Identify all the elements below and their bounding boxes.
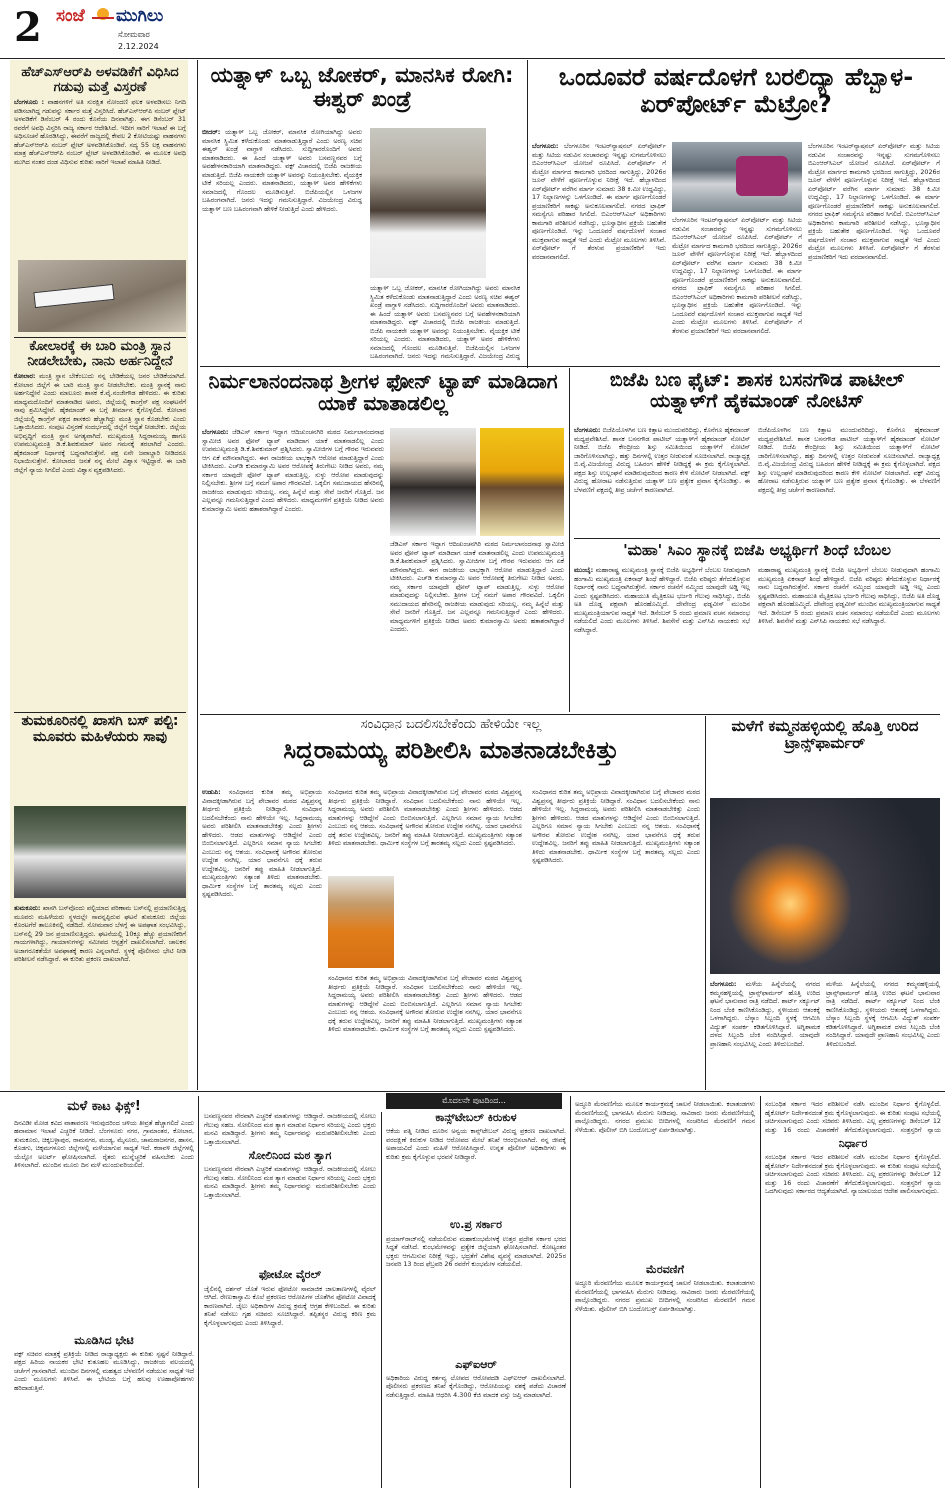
transformer-fire-photo [710,798,940,974]
body-text: ಜೆಡಿಎಸ್ ಸರ್ಕಾರ ಇದ್ದಾಗ ಆದಿಚುಂಚನಗಿರಿ ಮಠದ ನಿರ್ಮಲಾನಂದನಾಥ ಸ್ವಾಮೀಜಿ ಅವರ ಫೋನ್ ಟ್ಯಾಪ್ ಮಾಡಿದಾಗ ಯಾಕೆ ಮಾತನಾಡಲಿಲ್ಲ ಎಂದು ಉಪಮುಖ್ಯಮಂತ್ರಿ ಡಿ.ಕೆ.ಶಿವಕುಮಾರ್ ಪ್ರಶ್ನಿಸಿದರು. ಸ್ವಾಮೀಜಿಗಳ ಬಗ್ಗೆ ಗೌರವ ಇರುವವರು ಆಗ ಏಕೆ ಮೌನವಾಗಿದ್ದರು. ಈಗ ರಾಜಕೀಯ ಲಾಭಕ್ಕಾಗಿ ಆರೋಪ ಮಾಡುತ್ತಿದ್ದಾರೆ ಎಂದು ಟೀಕಿಸಿದರು. ಎಚ್‌ಡಿ ಕುಮಾರಸ್ವಾಮಿ ಅವರ ಆರೋಪಕ್ಕೆ ತಿರುಗೇಟು ನೀಡಿದ ಅವರು, ನಮ್ಮ ಸರ್ಕಾರ ಯಾವುದೇ ಫೋನ್ ಟ್ಯಾಪ್ ಮಾಡುತ್ತಿಲ್ಲ. ಸುಳ್ಳು ಆರೋಪ ಮಾಡುವುದನ್ನು ನಿಲ್ಲಿಸಬೇಕು. ಶ್ರೀಗಳ ಬಗ್ಗೆ ನಮಗೆ ಅಪಾರ ಗೌರವವಿದೆ. ಒಕ್ಕಲಿಗ ಸಮುದಾಯದ ಹೆಸರಿನಲ್ಲಿ ರಾಜಕೀಯ ಮಾಡುವುದು ಸರಿಯಲ್ಲ. ನಮ್ಮ ಹಿನ್ನೆಲೆ ಮತ್ತು ಸೇವೆ ಜನರಿಗೆ ಗೊತ್ತಿದೆ. ಜನ ಎಲ್ಲವನ್ನೂ ಗಮನಿಸುತ್ತಿದ್ದಾರೆ ಎಂದು ಹೇಳಿದರು. ಮಾಧ್ಯಮಗಳಿಗೆ ಪ್ರತಿಕ್ರಿಯೆ ನೀಡಿದ ಅವರು ಕುಮಾರಸ್ವಾಮಿ ಅವರು ಹತಾಶರಾಗಿದ್ದಾರೆ ಎಂದರು. [202,428,384,513]
article-metro [532,64,940,364]
article-body [14,98,186,250]
cont-march [575,1100,755,1486]
sun-moon-logo-icon [90,4,116,22]
body-text: ಯತ್ನಾಳ್ ಒಬ್ಬ ಜೋಕರ್, ಮಾನಸಿಕ ರೋಗಿಯಾಗಿದ್ದು ಅವರು ಮಾನಸಿಕ ಸ್ಥಿಮಿತ ಕಳೆದುಕೊಂಡು ಮಾತನಾಡುತ್ತಿದ್ದಾರೆ ಎಂದು ಅರಣ್ಯ ಸಚಿವ ಈಶ್ವರ್ ಖಂಡ್ರೆ ವಾಗ್ದಾಳಿ ನಡೆಸಿದರು. ಸುದ್ದಿಗಾರರೊಂದಿಗೆ ಅವರು ಮಾತನಾಡಿದರು. ಈ ಹಿಂದೆ ಯತ್ನಾಳ್ ಅವರು ಬಸವಣ್ಣನವರ ಬಗ್ಗೆ ಅವಹೇಳನಕಾರಿಯಾಗಿ ಮಾತನಾಡಿದ್ದರು. ವಕ್ಫ್ ವಿಚಾರದಲ್ಲಿ ಬಿಜೆಪಿ ರಾಜಕೀಯ ಮಾಡುತ್ತಿದೆ. ಬಿಜೆಪಿ ನಾಯಕರೇ ಯತ್ನಾಳ್ ಅವರನ್ನು ನಿಯಂತ್ರಿಸಬೇಕು. ವೈಯಕ್ತಿಕ ಟೀಕೆ ಸರಿಯಲ್ಲ ಎಂದರು. ಮಾತನಾಡಿದರು, ಯತ್ನಾಳ್ ಅವರ ಹೇಳಿಕೆಗಳು ಸಮಾಜದಲ್ಲಿ ಗೊಂದಲ ಮೂಡಿಸುತ್ತಿವೆ. ಬಿಜೆಪಿಯಲ್ಲಿನ ಒಳಜಗಳ ಬಹಿರಂಗವಾಗಿದೆ. ಜನರು ಇದನ್ನು ಗಮನಿಸುತ್ತಿದ್ದಾರೆ. ವಿಜಯೇಂದ್ರ ವಿರುದ್ಧ ಯತ್ನಾಳ್ ಬಣ ಬಹಿರಂಗವಾಗಿ ಹೇಳಿಕೆ ನೀಡುತ್ತಿದೆ ಎಂದು ಹೇಳಿದರು. [202,128,362,213]
dk-shivakumar-photo [390,428,476,536]
section-body: ಅದ್ಧೂರಿ ಮೆರವಣಿಗೆಯ ಮೂಲಕ ಕಾರ್ಯಕ್ರಮಕ್ಕೆ ಚಾಲನೆ ನೀಡಲಾಯಿತು. ಕಲಾತಂಡಗಳು ಮೆರವಣಿಗೆಯಲ್ಲಿ ಭಾಗವಹಿಸಿ ಮೆರುಗು ನೀಡಿದವು. ಸಾವಿರಾರು ಜನರು ಮೆರವಣಿಗೆಯಲ್ಲಿ ಪಾಲ್ಗೊಂಡಿದ್ದರು. ನಗರದ ಪ್ರಮುಖ ಬೀದಿಗಳಲ್ಲಿ ಸಂಚರಿಸಿದ ಮೆರವಣಿಗೆ ಗಮನ ಸೆಳೆಯಿತು. ಪೊಲೀಸ್ ಬಿಗಿ ಬಂದೋಬಸ್ತ್ ಏರ್ಪಡಿಸಲಾಗಿತ್ತು. [575,1100,755,1134]
dateline: ಬೀದರ್: [202,128,221,136]
article-body [532,142,666,360]
dateline: ಉಡುಪಿ: [202,788,221,796]
headline: ಒಂದೂವರೆ ವರ್ಷದೊಳಗೆ ಬರಲಿದ್ಯಾ ಹೆಬ್ಬಾಳ-ಏರ್‌ಪೋರ್ಟ್ ಮೆಟ್ರೋ? [558,64,914,118]
section-title: ಕಾನ್ಸ್‌ಟೇಬಲ್ ಕಿರುಕುಳ [435,1112,517,1124]
article-siddaramaiah [202,718,700,1090]
body-text: ಮಂತ್ರಿ ಸ್ಥಾನ ಬೇಕೆಂಬುದು ನನ್ನ ಬೇಡಿಕೆಯಲ್ಲ ಜನರ ಬೇಡಿಕೆಯಾಗಿದೆ. ಕೋಲಾರ ಜಿಲ್ಲೆಗೆ ಈ ಬಾರಿ ಮಂತ್ರಿ ಸ್ಥಾನ ನೀಡಲೇಬೇಕು. ಮಂತ್ರಿ ಸ್ಥಾನಕ್ಕೆ ನಾನು ಅರ್ಹನಿದ್ದೇನೆ ಎಂದು ಮಾಲೂರು ಶಾಸಕ ಕೆ.ವೈ.ನಂಜೇಗೌಡ ಹೇಳಿದರು. ಈ ಕುರಿತು ಮಾಧ್ಯಮದೊಂದಿಗೆ ಮಾತನಾಡಿದ ಅವರು, ಜಿಲ್ಲೆಯಲ್ಲಿ ಕಾಂಗ್ರೆಸ್ ಪಕ್ಷ ಸಂಘಟನೆಗೆ ನಾವು ಶ್ರಮಿಸಿದ್ದೇವೆ. ಹೈಕಮಾಂಡ್ ಈ ಬಗ್ಗೆ ತೀರ್ಮಾನ ಕೈಗೊಳ್ಳಲಿದೆ. ಕೋಲಾರ ಜಿಲ್ಲೆಯಲ್ಲಿ ಕಾಂಗ್ರೆಸ್ ಪಕ್ಷದ ಶಾಸಕರು ಹೆಚ್ಚಾಗಿದ್ದು ಮಂತ್ರಿ ಸ್ಥಾನ ಕೊಡಬೇಕು ಎಂದು ಒತ್ತಾಯಿಸಿದರು. ಸಂಪುಟ ವಿಸ್ತರಣೆ ಸಂದರ್ಭದಲ್ಲಿ ಜಿಲ್ಲೆಗೆ ಆದ್ಯತೆ ನೀಡಬೇಕು. ಜಿಲ್ಲೆಯ ಅಭಿವೃದ್ಧಿಗೆ ಮಂತ್ರಿ ಸ್ಥಾನ ಅಗತ್ಯವಾಗಿದೆ. ಮುಖ್ಯಮಂತ್ರಿ ಸಿದ್ದರಾಮಯ್ಯ ಹಾಗೂ ಉಪಮುಖ್ಯಮಂತ್ರಿ ಡಿ.ಕೆ.ಶಿವಕುಮಾರ್ ಅವರ ಗಮನಕ್ಕೆ ತರಲಾಗಿದೆ ಎಂದರು. ಹೈಕಮಾಂಡ್ ನಿರ್ಧಾರಕ್ಕೆ ಬದ್ಧನಾಗಿರುತ್ತೇನೆ. ಪಕ್ಷ ಏನೇ ಜವಾಬ್ದಾರಿ ನೀಡಿದರೂ ನಿಭಾಯಿಸುತ್ತೇನೆ. ಕೋಲಾರದ ಜನತೆ ನನ್ನ ಮೇಲೆ ವಿಶ್ವಾಸ ಇಟ್ಟಿದ್ದಾರೆ. ಈ ಬಾರಿ ಜಿಲ್ಲೆಗೆ ನ್ಯಾಯ ಸಿಗಲಿದೆ ಎಂದು ವಿಶ್ವಾಸ ವ್ಯಕ್ತಪಡಿಸಿದರು. [14,372,186,474]
headline: ಮಳೆಗೆ ಕಮ್ಮನಹಳ್ಳಿಯಲ್ಲಿ ಹೊತ್ತಿ ಉರಿದ ಟ್ರಾನ್ಸ್‌ಫಾರ್ಮರ್ [731,718,919,752]
headline: ಹೆಚ್‌ಎಸ್‌ಆರ್‌ಪಿ ಅಳವಡಿಕೆಗೆ ವಿಧಿಸಿದ ಗಡುವು ಮತ್ತೆ ವಿಸ್ತರಣೆ [21,66,179,95]
article-body-col3: ಸಂವಿಧಾನದ ಕುರಿತ ತಮ್ಮ ಅಭಿಪ್ರಾಯ ವಿವಾದಕ್ಕೀಡಾಗಿರುವ ಬಗ್ಗೆ ಪೇಜಾವರ ಮಠದ ವಿಶ್ವಪ್ರಸನ್ನ ತೀರ್ಥರು ಪ್ರತಿಕ್ರಿಯೆ ನೀಡಿದ್ದಾರೆ. ಸಂವಿಧಾನ ಬದಲಿಸಬೇಕೆಂದು ನಾನು ಹೇಳಿಯೇ ಇಲ್ಲ. ಸಿದ್ದರಾಮಯ್ಯ ಅವರು ಪರಿಶೀಲಿಸಿ ಮಾತನಾಡಬೇಕಿತ್ತು ಎಂದು ಶ್ರೀಗಳು ಹೇಳಿದರು. ಆಡದ ಮಾತುಗಳನ್ನು ಆಡಿದ್ದೇನೆ ಎಂದು ಬಿಂಬಿಸಲಾಗುತ್ತಿದೆ. ಎಲ್ಲರಿಗೂ ಸಮಾನ ನ್ಯಾಯ ಸಿಗಬೇಕು ಎಂಬುದು ನನ್ನ ಆಶಯ. ಸಂವಿಧಾನಕ್ಕೆ ಅಗೌರವ ತೋರುವ ಉದ್ದೇಶ ನನಗಿಲ್ಲ. ಯಾರ ಭಾವನೆಗೂ ಧಕ್ಕೆ ತರುವ ಉದ್ದೇಶವಿಲ್ಲ. ಜನರಿಗೆ ತಪ್ಪು ಮಾಹಿತಿ ನೀಡಲಾಗುತ್ತಿದೆ. ಮುಖ್ಯಮಂತ್ರಿಗಳು ಸತ್ಯಾಂಶ ತಿಳಿದು ಮಾತನಾಡಬೇಕು. ಧಾರ್ಮಿಕ ಸಂಸ್ಥೆಗಳ ಬಗ್ಗೆ ತಾರತಮ್ಯ ಸಲ್ಲದು ಎಂದು ಸ್ಪಷ್ಟಪಡಿಸಿದರು. [328,974,522,1033]
article-body-col2: ಬಿಜೆಪಿಯೊಳಗಿನ ಬಣ ಕಿತ್ತಾಟ ಮುಂದುವರಿದಿದ್ದು, ಕೊನೆಗೂ ಹೈಕಮಾಂಡ್ ಮಧ್ಯಪ್ರವೇಶಿಸಿದೆ. ಶಾಸಕ ಬಸನಗೌಡ ಪಾಟೀಲ್ ಯತ್ನಾಳ್‌ಗೆ ಹೈಕಮಾಂಡ್ ನೋಟಿಸ್ ನೀಡಿದೆ. ಬಿಜೆಪಿ ಕೇಂದ್ರೀಯ ಶಿಸ್ತು ಸಮಿತಿಯಿಂದ ಯತ್ನಾಳ್‌ಗೆ ನೋಟಿಸ್ ಜಾರಿಗೊಳಿಸಲಾಗಿದ್ದು, ಹತ್ತು ದಿನಗಳಲ್ಲಿ ಉತ್ತರ ನೀಡುವಂತೆ ಸೂಚಿಸಲಾಗಿದೆ. ರಾಜ್ಯಾಧ್ಯಕ್ಷ ಬಿ.ವೈ.ವಿಜಯೇಂದ್ರ ವಿರುದ್ಧ ಬಹಿರಂಗ ಹೇಳಿಕೆ ನೀಡಿದ್ದಕ್ಕೆ ಈ ಕ್ರಮ ಕೈಗೊಳ್ಳಲಾಗಿದೆ. ಪಕ್ಷದ ಶಿಸ್ತು ಉಲ್ಲಂಘನೆ ಮಾಡಿರುವುದರಿಂದ ಕಾರಣ ಕೇಳಿ ನೋಟಿಸ್ ನೀಡಲಾಗಿದೆ. ವಕ್ಫ್ ವಿರುದ್ಧ ಹೋರಾಟ ನಡೆಸುತ್ತಿರುವ ಯತ್ನಾಳ್ ಬಣ ಪ್ರತ್ಯೇಕ ಪ್ರವಾಸ ಕೈಗೊಂಡಿತ್ತು. ಈ ಬೆಳವಣಿಗೆ ಪಕ್ಷದಲ್ಲಿ ತೀವ್ರ ಚರ್ಚೆಗೆ ಕಾರಣವಾಗಿದೆ. [758,426,940,494]
article-body-col2: ಮಹಾರಾಷ್ಟ್ರ ಮುಖ್ಯಮಂತ್ರಿ ಸ್ಥಾನಕ್ಕೆ ಬಿಜೆಪಿ ಅಭ್ಯರ್ಥಿಗೆ ಬೆಂಬಲ ನೀಡುವುದಾಗಿ ಹಂಗಾಮಿ ಮುಖ್ಯಮಂತ್ರಿ ಏಕನಾಥ್ ಶಿಂಧೆ ಹೇಳಿದ್ದಾರೆ. ಬಿಜೆಪಿ ವರಿಷ್ಠರು ತೆಗೆದುಕೊಳ್ಳುವ ನಿರ್ಧಾರಕ್ಕೆ ನಾನು ಬದ್ಧನಾಗಿರುತ್ತೇನೆ. ಸರ್ಕಾರ ರಚನೆಗೆ ನಮ್ಮಿಂದ ಯಾವುದೇ ಅಡ್ಡಿ ಇಲ್ಲ ಎಂದು ಸ್ಪಷ್ಟಪಡಿಸಿದರು. ಮಹಾಯುತಿ ಮೈತ್ರಿಕೂಟ ಭರ್ಜರಿ ಗೆಲುವು ಸಾಧಿಸಿದ್ದು, ಬಿಜೆಪಿ ಅತಿ ದೊಡ್ಡ ಪಕ್ಷವಾಗಿ ಹೊರಹೊಮ್ಮಿದೆ. ದೇವೇಂದ್ರ ಫಡ್ನವೀಸ್ ಮುಂದಿನ ಮುಖ್ಯಮಂತ್ರಿಯಾಗುವ ಸಾಧ್ಯತೆ ಇದೆ. ಡಿಸೆಂಬರ್ 5 ರಂದು ಪ್ರಮಾಣ ವಚನ ಸಮಾರಂಭ ನಡೆಯಲಿದೆ ಎಂದು ಮೂಲಗಳು ತಿಳಿಸಿವೆ. ಶಿವಸೇನೆ ಮತ್ತು ಎನ್‌ಸಿಪಿ ನಾಯಕರು ಸಭೆ ನಡೆಸಿದ್ದಾರೆ. [758,566,940,625]
section-body: ಸಂಬಂಧಿತ ಸರ್ಕಾರ ಇದರ ಪರಿಶೀಲನೆ ನಡೆಸಿ ಮುಂದಿನ ನಿರ್ಧಾರ ಕೈಗೊಳ್ಳಲಿದೆ. ಹೈಕೋರ್ಟ್ ನಿರ್ದೇಶನದಂತೆ ಕ್ರಮ ಕೈಗೊಳ್ಳಲಾಗುವುದು. ಈ ಕುರಿತು ಸಂಪುಟ ಸಭೆಯಲ್ಲಿ ಚರ್ಚಿಸಲಾಗುವುದು ಎಂದು ಸಚಿವರು ತಿಳಿಸಿದರು. ಎಲ್ಲ ಪ್ರಕರಣಗಳನ್ನು ಡಿಸೆಂಬರ್ 12 ಮತ್ತು 16 ರಂದು ವಿಚಾರಣೆಗೆ ತೆಗೆದುಕೊಳ್ಳಲಾಗುವುದು. ಸಂತ್ರಸ್ತರಿಗೆ ನ್ಯಾಯ [765,1100,941,1134]
paper-name-mugilu: ಮುಗಿಲು [116,6,164,26]
body-text: ಬೆಂಗಳೂರಿನ ಇಂಟರ್‌ನ್ಯಾಷನಲ್ ಏರ್‌ಪೋರ್ಟ್ ಮತ್ತು ಸಿಟಿಯ ನಡುವಿನ ಸಂಚಾರವನ್ನು ಇನ್ನಷ್ಟು ಸುಗಮಗೊಳಿಸಲು ಬಿಎಂಆರ್‌ಸಿಎಲ್ ಯೋಜನೆ ರೂಪಿಸಿದೆ. ಏರ್‌ಪೋರ್ಟ್ ಗೆ ಮೆಟ್ರೋ ಮಾರ್ಗದ ಕಾಮಗಾರಿ ಭರದಿಂದ ಸಾಗುತ್ತಿದ್ದು, 2026ರ ಜೂನ್ ವೇಳೆಗೆ ಪೂರ್ಣಗೊಳ್ಳುವ ನಿರೀಕ್ಷೆ ಇದೆ. ಹೆಬ್ಬಾಳದಿಂದ ಏರ್‌ಪೋರ್ಟ್ ವರೆಗಿನ ಮಾರ್ಗ ಸುಮಾರು 38 ಕಿ.ಮೀ ಉದ್ದವಿದ್ದು, 17 ನಿಲ್ದಾಣಗಳನ್ನು ಒಳಗೊಂಡಿದೆ. ಈ ಮಾರ್ಗ ಪೂರ್ಣಗೊಂಡರೆ ಪ್ರಯಾಣಿಕರಿಗೆ ಸಾಕಷ್ಟು ಅನುಕೂಲವಾಗಲಿದೆ. ನಗರದ ಟ್ರಾಫಿಕ್ ಸಮಸ್ಯೆಗೂ ಪರಿಹಾರ ಸಿಗಲಿದೆ. ಬಿಎಂಆರ್‌ಸಿಎಲ್ ಅಧಿಕಾರಿಗಳು ಕಾಮಗಾರಿ ಪರಿಶೀಲನೆ ನಡೆಸಿದ್ದು, ಭೂಸ್ವಾಧೀನ ಪ್ರಕ್ರಿಯೆ ಬಹುತೇಕ ಪೂರ್ಣಗೊಂಡಿದೆ. ಇನ್ನು ಒಂದೂವರೆ ವರ್ಷದೊಳಗೆ ಸಂಚಾರ ಮುಕ್ತವಾಗುವ ಸಾಧ್ಯತೆ ಇದೆ ಎಂದು ಮೆಟ್ರೋ ಮೂಲಗಳು ತಿಳಿಸಿವೆ. ಏರ್‌ಪೋರ್ಟ್ ಗೆ ತೆರಳುವ ಪ್ರಯಾಣಿಕರಿಗೆ ಇದು ವರದಾನವಾಗಲಿದೆ. [532,142,666,261]
article-transformer-fire [710,718,940,1090]
article-body-continued: ಯತ್ನಾಳ್ ಒಬ್ಬ ಜೋಕರ್, ಮಾನಸಿಕ ರೋಗಿಯಾಗಿದ್ದು ಅವರು ಮಾನಸಿಕ ಸ್ಥಿಮಿತ ಕಳೆದುಕೊಂಡು ಮಾತನಾಡುತ್ತಿದ್ದಾರೆ ಎಂದು ಅರಣ್ಯ ಸಚಿವ ಈಶ್ವರ್ ಖಂಡ್ರೆ ವಾಗ್ದಾಳಿ ನಡೆಸಿದರು. ಸುದ್ದಿಗಾರರೊಂದಿಗೆ ಅವರು ಮಾತನಾಡಿದರು. ಈ ಹಿಂದೆ ಯತ್ನಾಳ್ ಅವರು ಬಸವಣ್ಣನವರ ಬಗ್ಗೆ ಅವಹೇಳನಕಾರಿಯಾಗಿ ಮಾತನಾಡಿದ್ದರು. ವಕ್ಫ್ ವಿಚಾರದಲ್ಲಿ ಬಿಜೆಪಿ ರಾಜಕೀಯ ಮಾಡುತ್ತಿದೆ. ಬಿಜೆಪಿ ನಾಯಕರೇ ಯತ್ನಾಳ್ ಅವರನ್ನು ನಿಯಂತ್ರಿಸಬೇಕು. ವೈಯಕ್ತಿಕ ಟೀಕೆ ಸರಿಯಲ್ಲ ಎಂದರು. ಮಾತನಾಡಿದರು, ಯತ್ನಾಳ್ ಅವರ ಹೇಳಿಕೆಗಳು ಸಮಾಜದಲ್ಲಿ ಗೊಂದಲ ಮೂಡಿಸುತ್ತಿವೆ. ಬಿಜೆಪಿಯಲ್ಲಿನ ಒಳಜಗಳ ಬಹಿರಂಗವಾಗಿದೆ. ಜನರು ಇದನ್ನು ಗಮನಿಸುತ್ತಿದ್ದಾರೆ. ವಿಜಯೇಂದ್ರ ವಿರುದ್ಧ [370,284,520,360]
dateline: ಬೆಂಗಳೂರು: [574,426,601,434]
section-title: ಮಳೆ ಕಾಟ ಫಿಕ್ಸ್! [67,1100,141,1114]
article-body-col2: ಜೆಡಿಎಸ್ ಸರ್ಕಾರ ಇದ್ದಾಗ ಆದಿಚುಂಚನಗಿರಿ ಮಠದ ನಿರ್ಮಲಾನಂದನಾಥ ಸ್ವಾಮೀಜಿ ಅವರ ಫೋನ್ ಟ್ಯಾಪ್ ಮಾಡಿದಾಗ ಯಾಕೆ ಮಾತನಾಡಲಿಲ್ಲ ಎಂದು ಉಪಮುಖ್ಯಮಂತ್ರಿ ಡಿ.ಕೆ.ಶಿವಕುಮಾರ್ ಪ್ರಶ್ನಿಸಿದರು. ಸ್ವಾಮೀಜಿಗಳ ಬಗ್ಗೆ ಗೌರವ ಇರುವವರು ಆಗ ಏಕೆ ಮೌನವಾಗಿದ್ದರು. ಈಗ ರಾಜಕೀಯ ಲಾಭಕ್ಕಾಗಿ ಆರೋಪ ಮಾಡುತ್ತಿದ್ದಾರೆ ಎಂದು ಟೀಕಿಸಿದರು. ಎಚ್‌ಡಿ ಕುಮಾರಸ್ವಾಮಿ ಅವರ ಆರೋಪಕ್ಕೆ ತಿರುಗೇಟು ನೀಡಿದ ಅವರು, ನಮ್ಮ ಸರ್ಕಾರ ಯಾವುದೇ ಫೋನ್ ಟ್ಯಾಪ್ ಮಾಡುತ್ತಿಲ್ಲ. ಸುಳ್ಳು ಆರೋಪ ಮಾಡುವುದನ್ನು ನಿಲ್ಲಿಸಬೇಕು. ಶ್ರೀಗಳ ಬಗ್ಗೆ ನಮಗೆ ಅಪಾರ ಗೌರವವಿದೆ. ಒಕ್ಕಲಿಗ ಸಮುದಾಯದ ಹೆಸರಿನಲ್ಲಿ ರಾಜಕೀಯ ಮಾಡುವುದು ಸರಿಯಲ್ಲ. ನಮ್ಮ ಹಿನ್ನೆಲೆ ಮತ್ತು ಸೇವೆ ಜನರಿಗೆ ಗೊತ್ತಿದೆ. ಜನ ಎಲ್ಲವನ್ನೂ ಗಮನಿಸುತ್ತಿದ್ದಾರೆ ಎಂದು ಹೇಳಿದರು. ಮಾಧ್ಯಮಗಳಿಗೆ ಪ್ರತಿಕ್ರಿಯೆ ನೀಡಿದ ಅವರು ಕುಮಾರಸ್ವಾಮಿ ಅವರು ಹತಾಶರಾಗಿದ್ದಾರೆ ಎಂದರು. [390,540,564,633]
dateline: ಕೋಲಾರ: [14,372,36,381]
section-body: ಅದ್ಧೂರಿ ಮೆರವಣಿಗೆಯ ಮೂಲಕ ಕಾರ್ಯಕ್ರಮಕ್ಕೆ ಚಾಲನೆ ನೀಡಲಾಯಿತು. ಕಲಾತಂಡಗಳು ಮೆರವಣಿಗೆಯಲ್ಲಿ ಭಾಗವಹಿಸಿ ಮೆರುಗು ನೀಡಿದವು. ಸಾವಿರಾರು ಜನರು ಮೆರವಣಿಗೆಯಲ್ಲಿ ಪಾಲ್ಗೊಂಡಿದ್ದರು. ನಗರದ ಪ್ರಮುಖ ಬೀದಿಗಳಲ್ಲಿ ಸಂಚರಿಸಿದ ಮೆರವಣಿಗೆ ಗಮನ ಸೆಳೆಯಿತು. ಪೊಲೀಸ್ ಬಿಗಿ ಬಂದೋಬಸ್ತ್ ಏರ್ಪಡಿಸಲಾಗಿತ್ತು. [575,1279,755,1313]
section-title: ಮೂಡಿಸಿದ ಭೇಟಿ [74,1333,134,1347]
body-text: ಖಾಸಗಿ ಬಸ್‌ವೊಂದು ಪಲ್ಟಿಯಾದ ಪರಿಣಾಮ ಬಸ್‌ನಲ್ಲಿ ಪ್ರಯಾಣಿಸುತ್ತಿದ್ದ ಮೂವರು ಮಹಿಳೆಯರು ಸ್ಥಳದಲ್ಲೇ ಸಾವನ್ನಪ್ಪಿರುವ ಘಟನೆ ತುಮಕೂರು ಜಿಲ್ಲೆಯ ಕೊರಟಗೆರೆ ತಾಲೂಕಿನಲ್ಲಿ ನಡೆದಿದೆ. ಸೋಮವಾರ ಬೆಳಗ್ಗೆ ಈ ಅಪಘಾತ ಸಂಭವಿಸಿದ್ದು, ಬಸ್‌ನಲ್ಲಿ 29 ಜನ ಪ್ರಯಾಣಿಸುತ್ತಿದ್ದರು. ಘಟನೆಯಲ್ಲಿ 10ಕ್ಕೂ ಹೆಚ್ಚು ಪ್ರಯಾಣಿಕರಿಗೆ ಗಾಯಗಳಾಗಿದ್ದು, ಗಾಯಾಳುಗಳನ್ನು ಸಮೀಪದ ಆಸ್ಪತ್ರೆಗೆ ದಾಖಲಿಸಲಾಗಿದೆ. ಚಾಲಕನ ಅಜಾಗರೂಕತೆಯೇ ಅಪಘಾತಕ್ಕೆ ಕಾರಣ ಎನ್ನಲಾಗಿದೆ. ಸ್ಥಳಕ್ಕೆ ಪೊಲೀಸರು ಭೇಟಿ ನೀಡಿ ಪರಿಶೀಲನೆ ನಡೆಸಿದ್ದಾರೆ. ಈ ಕುರಿತು ಪ್ರಕರಣ ದಾಖಲಾಗಿದೆ. [14,904,186,963]
article-bjp-notice [574,370,940,534]
section-body: ಜೈಲಿನಲ್ಲಿ ದರ್ಶನ್ ಜೊತೆ ಇರುವ ಫೋಟೋ ಸಾಮಾಜಿಕ ಜಾಲತಾಣಗಳಲ್ಲಿ ವೈರಲ್ ಆಗಿದೆ. ರೇಣುಕಾಸ್ವಾಮಿ ಕೊಲೆ ಪ್ರಕರಣದ ಆರೋಪಿಗಳ ಜೊತೆಗಿನ ಫೋಟೋ ವಿವಾದಕ್ಕೆ ಕಾರಣವಾಗಿದೆ. ಜೈಲು ಅಧಿಕಾರಿಗಳ ವಿರುದ್ಧ ಕ್ರಮಕ್ಕೆ ಆಗ್ರಹ ಕೇಳಿಬಂದಿದೆ. ಈ ಕುರಿತು ತನಿಖೆ ನಡೆಸಲು ಗೃಹ ಸಚಿವರು ಸೂಚಿಸಿದ್ದಾರೆ. ತಪ್ಪಿತಸ್ಥರ ವಿರುದ್ಧ ಕಠಿಣ ಕ್ರಮ ಕೈಗೊಳ್ಳಲಾಗುವುದು ಎಂದು ತಿಳಿಸಿದ್ದಾರೆ. [204,1284,376,1327]
cont-rain [14,1100,194,1486]
bus-accident-photo [14,806,186,898]
page-number: 2 [14,6,42,51]
cont-defeat-photo [204,1112,376,1486]
article-body-col2: ಸಂವಿಧಾನದ ಕುರಿತ ತಮ್ಮ ಅಭಿಪ್ರಾಯ ವಿವಾದಕ್ಕೀಡಾಗಿರುವ ಬಗ್ಗೆ ಪೇಜಾವರ ಮಠದ ವಿಶ್ವಪ್ರಸನ್ನ ತೀರ್ಥರು ಪ್ರತಿಕ್ರಿಯೆ ನೀಡಿದ್ದಾರೆ. ಸಂವಿಧಾನ ಬದಲಿಸಬೇಕೆಂದು ನಾನು ಹೇಳಿಯೇ ಇಲ್ಲ. ಸಿದ್ದರಾಮಯ್ಯ ಅವರು ಪರಿಶೀಲಿಸಿ ಮಾತನಾಡಬೇಕಿತ್ತು ಎಂದು ಶ್ರೀಗಳು ಹೇಳಿದರು. ಆಡದ ಮಾತುಗಳನ್ನು ಆಡಿದ್ದೇನೆ ಎಂದು ಬಿಂಬಿಸಲಾಗುತ್ತಿದೆ. ಎಲ್ಲರಿಗೂ ಸಮಾನ ನ್ಯಾಯ ಸಿಗಬೇಕು ಎಂಬುದು ನನ್ನ ಆಶಯ. ಸಂವಿಧಾನಕ್ಕೆ ಅಗೌರವ ತೋರುವ ಉದ್ದೇಶ ನನಗಿಲ್ಲ. ಯಾರ ಭಾವನೆಗೂ ಧಕ್ಕೆ ತರುವ ಉದ್ದೇಶವಿಲ್ಲ. ಜನರಿಗೆ ತಪ್ಪು ಮಾಹಿತಿ ನೀಡಲಾಗುತ್ತಿದೆ. ಮುಖ್ಯಮಂತ್ರಿಗಳು ಸತ್ಯಾಂಶ ತಿಳಿದು ಮಾತನಾಡಬೇಕು. ಧಾರ್ಮಿಕ ಸಂಸ್ಥೆಗಳ ಬಗ್ಗೆ ತಾರತಮ್ಯ ಸಲ್ಲದು ಎಂದು ಸ್ಪಷ್ಟಪಡಿಸಿದರು. [328,788,522,847]
section-body: ವಕ್ಫ್ ಸಚಿವರ ಮಾತ್ರಕ್ಕೆ ಪ್ರತಿಕ್ರಿಯೆ ನೀಡಿದ ರಾಜ್ಯಾಧ್ಯಕ್ಷರು ಈ ಕುರಿತು ಸ್ಪಷ್ಟನೆ ನೀಡಿದ್ದಾರೆ. ಪಕ್ಷದ ಹಿರಿಯ ನಾಯಕರ ಭೇಟಿ ಕುತೂಹಲ ಮೂಡಿಸಿದ್ದು, ರಾಜಕೀಯ ವಲಯದಲ್ಲಿ ಚರ್ಚೆಗೆ ಗ್ರಾಸವಾಗಿದೆ. ಮುಂದಿನ ದಿನಗಳಲ್ಲಿ ಮಹತ್ವದ ಬೆಳವಣಿಗೆ ನಡೆಯುವ ಸಾಧ್ಯತೆ ಇದೆ ಎಂದು ಮೂಲಗಳು ತಿಳಿಸಿವೆ. ಈ ಭೇಟಿಯ ಬಗ್ಗೆ ಹಲವು ಊಹಾಪೋಹಗಳು ಹರಿದಾಡುತ್ತಿವೆ. [14,1349,194,1392]
section-body: ದಿನವಿಡೀ ಮೋಡ ಕವಿದ ವಾತಾವರಣ ಇರುವುದರಿಂದ ಚಳಿಯ ತೀವ್ರತೆ ಹೆಚ್ಚಾಗಲಿದೆ ಎಂದು ಹವಾಮಾನ ಇಲಾಖೆ ಎಚ್ಚರಿಕೆ ನೀಡಿದೆ. ಬೆಂಗಳೂರು ನಗರ, ಗ್ರಾಮಾಂತರ, ಕೋಲಾರ, ತುಮಕೂರು, ಚಿಕ್ಕಬಳ್ಳಾಪುರ, ರಾಮನಗರ, ಮಂಡ್ಯ, ಮೈಸೂರು, ಚಾಮರಾಜನಗರ, ಹಾಸನ, ಕೊಡಗು, ಚಿಕ್ಕಮಗಳೂರು ಜಿಲ್ಲೆಗಳಲ್ಲಿ ಮಳೆಯಾಗುವ ಸಾಧ್ಯತೆ ಇದೆ. ಕರಾವಳಿ ಜಿಲ್ಲೆಗಳಲ್ಲಿ ಯೆಲ್ಲೋ ಅಲರ್ಟ್ ಘೋಷಿಸಲಾಗಿದೆ. ರೈತರು ಮುನ್ನೆಚ್ಚರಿಕೆ ವಹಿಸಬೇಕು ಎಂದು ತಿಳಿಸಲಾಗಿದೆ. ಮುಂದಿನ ಮೂರು ದಿನ ಮಳೆ ಮುಂದುವರಿಯಲಿದೆ. [14,1118,194,1170]
section-body: ಸಂಬಂಧಿತ ಸರ್ಕಾರ ಇದರ ಪರಿಶೀಲನೆ ನಡೆಸಿ ಮುಂದಿನ ನಿರ್ಧಾರ ಕೈಗೊಳ್ಳಲಿದೆ. ಹೈಕೋರ್ಟ್ ನಿರ್ದೇಶನದಂತೆ ಕ್ರಮ ಕೈಗೊಳ್ಳಲಾಗುವುದು. ಈ ಕುರಿತು ಸಂಪುಟ ಸಭೆಯಲ್ಲಿ ಚರ್ಚಿಸಲಾಗುವುದು ಎಂದು ಸಚಿವರು ತಿಳಿಸಿದರು. ಎಲ್ಲ ಪ್ರಕರಣಗಳನ್ನು ಡಿಸೆಂಬರ್ 12 ಮತ್ತು 16 ರಂದು ವಿಚಾರಣೆಗೆ ತೆಗೆದುಕೊಳ್ಳಲಾಗುವುದು. ಸಂತ್ರಸ್ತರಿಗೆ ನ್ಯಾಯ ಒದಗಿಸುವುದು ಸರ್ಕಾರದ ಆದ್ಯತೆಯಾಗಿದೆ. ನ್ಯಾಯಾಲಯದ ಆದೇಶ ಪಾಲಿಸಲಾಗುವುದು. [765,1153,941,1196]
eshwar-khandre-photo [370,128,486,278]
headline: 'ಮಹಾ' ಸಿಎಂ ಸ್ಥಾನಕ್ಕೆ ಬಿಜೆಪಿ ಅಭ್ಯರ್ಥಿಗೆ ಶಿಂಧೆ ಬೆಂಬಲ [623,542,891,559]
article-body [574,566,750,708]
article-body [14,904,186,1082]
body-text: ಮಳೆಯ ಹಿನ್ನೆಲೆಯಲ್ಲಿ ನಗರದ ಕಮ್ಮನಹಳ್ಳಿಯಲ್ಲಿ ಟ್ರಾನ್ಸ್‌ಫಾರ್ಮರ್ ಹೊತ್ತಿ ಉರಿದ ಘಟನೆ ಭಾನುವಾರ ರಾತ್ರಿ ನಡೆದಿದೆ. ಶಾರ್ಟ್ ಸರ್ಕ್ಯೂಟ್ ನಿಂದ ಬೆಂಕಿ ಕಾಣಿಸಿಕೊಂಡಿದ್ದು, ಸ್ಥಳೀಯರು ಆತಂಕಕ್ಕೆ ಒಳಗಾಗಿದ್ದರು. ಬೆಸ್ಕಾಂ ಸಿಬ್ಬಂದಿ ಸ್ಥಳಕ್ಕೆ ಆಗಮಿಸಿ ವಿದ್ಯುತ್ ಸಂಪರ್ಕ ಕಡಿತಗೊಳಿಸಿದ್ದಾರೆ. ಅಗ್ನಿಶಾಮಕ ದಳದ ಸಿಬ್ಬಂದಿ ಬೆಂಕಿ ನಂದಿಸಿದ್ದಾರೆ. ಯಾವುದೇ ಪ್ರಾಣಹಾನಿ ಸಂಭವಿಸಿಲ್ಲ ಎಂದು ತಿಳಿದುಬಂದಿದೆ. [710,980,820,1048]
section-body: ಪ್ರಯಾಗ್‌ರಾಜ್‌ನಲ್ಲಿ ನಡೆಯಲಿರುವ ಮಹಾಕುಂಭಮೇಳಕ್ಕೆ ಉತ್ತರ ಪ್ರದೇಶ ಸರ್ಕಾರ ಭರದ ಸಿದ್ಧತೆ ನಡೆಸಿದೆ. ಕುಂಭಮೇಳವನ್ನು ಪ್ರತ್ಯೇಕ ಜಿಲ್ಲೆಯಾಗಿ ಘೋಷಿಸಲಾಗಿದೆ. ಕೋಟ್ಯಂತರ ಭಕ್ತರು ಆಗಮಿಸುವ ನಿರೀಕ್ಷೆ ಇದ್ದು, ಭದ್ರತೆಗೆ ವಿಶೇಷ ವ್ಯವಸ್ಥೆ ಮಾಡಲಾಗಿದೆ. 2025ರ ಜನವರಿ 13 ರಿಂದ ಫೆಬ್ರವರಿ 26 ರವರೆಗೆ ಕುಂಭಮೇಳ ನಡೆಯಲಿದೆ. [386,1234,566,1269]
article-body-col2: ಬೆಂಗಳೂರಿನ ಇಂಟರ್‌ನ್ಯಾಷನಲ್ ಏರ್‌ಪೋರ್ಟ್ ಮತ್ತು ಸಿಟಿಯ ನಡುವಿನ ಸಂಚಾರವನ್ನು ಇನ್ನಷ್ಟು ಸುಗಮಗೊಳಿಸಲು ಬಿಎಂಆರ್‌ಸಿಎಲ್ ಯೋಜನೆ ರೂಪಿಸಿದೆ. ಏರ್‌ಪೋರ್ಟ್ ಗೆ ಮೆಟ್ರೋ ಮಾರ್ಗದ ಕಾಮಗಾರಿ ಭರದಿಂದ ಸಾಗುತ್ತಿದ್ದು, 2026ರ ಜೂನ್ ವೇಳೆಗೆ ಪೂರ್ಣಗೊಳ್ಳುವ ನಿರೀಕ್ಷೆ ಇದೆ. ಹೆಬ್ಬಾಳದಿಂದ ಏರ್‌ಪೋರ್ಟ್ ವರೆಗಿನ ಮಾರ್ಗ ಸುಮಾರು 38 ಕಿ.ಮೀ ಉದ್ದವಿದ್ದು, 17 ನಿಲ್ದಾಣಗಳನ್ನು ಒಳಗೊಂಡಿದೆ. ಈ ಮಾರ್ಗ ಪೂರ್ಣಗೊಂಡರೆ ಪ್ರಯಾಣಿಕರಿಗೆ ಸಾಕಷ್ಟು ಅನುಕೂಲವಾಗಲಿದೆ. ನಗರದ ಟ್ರಾಫಿಕ್ ಸಮಸ್ಯೆಗೂ ಪರಿಹಾರ ಸಿಗಲಿದೆ. ಬಿಎಂಆರ್‌ಸಿಎಲ್ ಅಧಿಕಾರಿಗಳು ಕಾಮಗಾರಿ ಪರಿಶೀಲನೆ ನಡೆಸಿದ್ದು, ಭೂಸ್ವಾಧೀನ ಪ್ರಕ್ರಿಯೆ ಬಹುತೇಕ ಪೂರ್ಣಗೊಂಡಿದೆ. ಇನ್ನು ಒಂದೂವರೆ ವರ್ಷದೊಳಗೆ ಸಂಚಾರ ಮುಕ್ತವಾಗುವ ಸಾಧ್ಯತೆ ಇದೆ ಎಂದು ಮೆಟ್ರೋ ಮೂಲಗಳು ತಿಳಿಸಿವೆ. ಏರ್‌ಪೋರ್ಟ್ ಗೆ ತೆರಳುವ ಪ್ರಯಾಣಿಕರಿಗೆ ಇದು ವರದಾನವಾಗಲಿದೆ. [672,216,802,335]
section-body: ಬಸವಣ್ಣನವರ ನೇರವಾಗಿ ಎಚ್ಚರಿಕೆ ಮಾತುಗಳನ್ನು ಆಡಿದ್ದಾರೆ. ರಾಜಕೀಯದಲ್ಲಿ ಸೋಲು ಗೆಲುವು ಸಹಜ. ಸೋಲಿನಿಂದ ಮಠ ತ್ಯಾಗ ಮಾಡುವ ನಿರ್ಧಾರ ಸರಿಯಲ್ಲ ಎಂದು ಭಕ್ತರು ಮನವಿ ಮಾಡಿದ್ದಾರೆ. ಶ್ರೀಗಳು ತಮ್ಮ ನಿರ್ಧಾರವನ್ನು ಮರುಪರಿಶೀಲಿಸಬೇಕು ಎಂದು ಒತ್ತಾಯಿಸಲಾಗಿದೆ. [204,1165,376,1199]
article-body [574,426,750,532]
article-body [202,428,384,706]
masthead [0,0,945,60]
kicker: ಸಂವಿಧಾನ ಬದಲಿಸಬೇಕೆಂದು ಹೇಳಿಯೇ ಇಲ್ಲ [360,718,542,732]
dateline: ಬೆಂಗಳೂರು : [14,98,45,107]
metro-train-photo [672,142,802,212]
section-body: ಆಕೆಯ ಪತ್ನಿ ನೀಡಿದ ದೂರಿನ ಅನ್ವಯ ಕಾನ್ಸ್‌ಟೇಬಲ್ ವಿರುದ್ಧ ಪ್ರಕರಣ ದಾಖಲಾಗಿದೆ. ವರದಕ್ಷಿಣೆ ಕಿರುಕುಳ ನೀಡಿದ ಆರೋಪದ ಮೇಲೆ ತನಿಖೆ ಆರಂಭಿಸಲಾಗಿದೆ. ನನ್ನ ಜೀವಕ್ಕೆ ಅಪಾಯವಿದೆ ಎಂದು ಮಹಿಳೆ ಆರೋಪಿಸಿದ್ದಾರೆ. ಉನ್ನತ ಪೊಲೀಸ್ ಅಧಿಕಾರಿಗಳು ಈ ಕುರಿತು ಕ್ರಮ ಕೈಗೊಳ್ಳುವ ಭರವಸೆ ನೀಡಿದ್ದಾರೆ. [386,1127,566,1161]
article-body-col4: ಸಂವಿಧಾನದ ಕುರಿತ ತಮ್ಮ ಅಭಿಪ್ರಾಯ ವಿವಾದಕ್ಕೀಡಾಗಿರುವ ಬಗ್ಗೆ ಪೇಜಾವರ ಮಠದ ವಿಶ್ವಪ್ರಸನ್ನ ತೀರ್ಥರು ಪ್ರತಿಕ್ರಿಯೆ ನೀಡಿದ್ದಾರೆ. ಸಂವಿಧಾನ ಬದಲಿಸಬೇಕೆಂದು ನಾನು ಹೇಳಿಯೇ ಇಲ್ಲ. ಸಿದ್ದರಾಮಯ್ಯ ಅವರು ಪರಿಶೀಲಿಸಿ ಮಾತನಾಡಬೇಕಿತ್ತು ಎಂದು ಶ್ರೀಗಳು ಹೇಳಿದರು. ಆಡದ ಮಾತುಗಳನ್ನು ಆಡಿದ್ದೇನೆ ಎಂದು ಬಿಂಬಿಸಲಾಗುತ್ತಿದೆ. ಎಲ್ಲರಿಗೂ ಸಮಾನ ನ್ಯಾಯ ಸಿಗಬೇಕು ಎಂಬುದು ನನ್ನ ಆಶಯ. ಸಂವಿಧಾನಕ್ಕೆ ಅಗೌರವ ತೋರುವ ಉದ್ದೇಶ ನನಗಿಲ್ಲ. ಯಾರ ಭಾವನೆಗೂ ಧಕ್ಕೆ ತರುವ ಉದ್ದೇಶವಿಲ್ಲ. ಜನರಿಗೆ ತಪ್ಪು ಮಾಹಿತಿ ನೀಡಲಾಗುತ್ತಿದೆ. ಮುಖ್ಯಮಂತ್ರಿಗಳು ಸತ್ಯಾಂಶ ತಿಳಿದು ಮಾತನಾಡಬೇಕು. ಧಾರ್ಮಿಕ ಸಂಸ್ಥೆಗಳ ಬಗ್ಗೆ ತಾರತಮ್ಯ ಸಲ್ಲದು ಎಂದು ಸ್ಪಷ್ಟಪಡಿಸಿದರು. [532,788,700,864]
headline: ಕೋಲಾರಕ್ಕೆ ಈ ಬಾರಿ ಮಂತ್ರಿ ಸ್ಥಾನ ನೀಡಲೇಬೇಕು, ನಾನು ಅರ್ಹನಿದ್ದೇನೆ [27,340,173,369]
dateline: ತುಮಕೂರು: [14,904,41,912]
weekday: ಸೋಮವಾರ [118,30,150,39]
politician-photo [480,428,564,536]
section-title: ಫೋಟೋ ವೈರಲ್ [258,1268,322,1282]
article-maha-cm [574,542,940,710]
number-plate-photo [18,260,186,332]
cont-decision [765,1100,941,1486]
article-body [202,128,362,358]
article-kolar [14,340,186,712]
section-title: ಸೋಲಿನಿಂದ ಮಠ ತ್ಯಾಗ [248,1149,332,1162]
body-text: ಮಹಾರಾಷ್ಟ್ರ ಮುಖ್ಯಮಂತ್ರಿ ಸ್ಥಾನಕ್ಕೆ ಬಿಜೆಪಿ ಅಭ್ಯರ್ಥಿಗೆ ಬೆಂಬಲ ನೀಡುವುದಾಗಿ ಹಂಗಾಮಿ ಮುಖ್ಯಮಂತ್ರಿ ಏಕನಾಥ್ ಶಿಂಧೆ ಹೇಳಿದ್ದಾರೆ. ಬಿಜೆಪಿ ವರಿಷ್ಠರು ತೆಗೆದುಕೊಳ್ಳುವ ನಿರ್ಧಾರಕ್ಕೆ ನಾನು ಬದ್ಧನಾಗಿರುತ್ತೇನೆ. ಸರ್ಕಾರ ರಚನೆಗೆ ನಮ್ಮಿಂದ ಯಾವುದೇ ಅಡ್ಡಿ ಇಲ್ಲ ಎಂದು ಸ್ಪಷ್ಟಪಡಿಸಿದರು. ಮಹಾಯುತಿ ಮೈತ್ರಿಕೂಟ ಭರ್ಜರಿ ಗೆಲುವು ಸಾಧಿಸಿದ್ದು, ಬಿಜೆಪಿ ಅತಿ ದೊಡ್ಡ ಪಕ್ಷವಾಗಿ ಹೊರಹೊಮ್ಮಿದೆ. ದೇವೇಂದ್ರ ಫಡ್ನವೀಸ್ ಮುಂದಿನ ಮುಖ್ಯಮಂತ್ರಿಯಾಗುವ ಸಾಧ್ಯತೆ ಇದೆ. ಡಿಸೆಂಬರ್ 5 ರಂದು ಪ್ರಮಾಣ ವಚನ ಸಮಾರಂಭ ನಡೆಯಲಿದೆ ಎಂದು ಮೂಲಗಳು ತಿಳಿಸಿವೆ. ಶಿವಸೇನೆ ಮತ್ತು ಎನ್‌ಸಿಪಿ ನಾಯಕರು ಸಭೆ ನಡೆಸಿದ್ದಾರೆ. [574,566,750,634]
cont-constable [386,1112,566,1486]
section-body: ಬಸವಣ್ಣನವರ ನೇರವಾಗಿ ಎಚ್ಚರಿಕೆ ಮಾತುಗಳನ್ನು ಆಡಿದ್ದಾರೆ. ರಾಜಕೀಯದಲ್ಲಿ ಸೋಲು ಗೆಲುವು ಸಹಜ. ಸೋಲಿನಿಂದ ಮಠ ತ್ಯಾಗ ಮಾಡುವ ನಿರ್ಧಾರ ಸರಿಯಲ್ಲ ಎಂದು ಭಕ್ತರು ಮನವಿ ಮಾಡಿದ್ದಾರೆ. ಶ್ರೀಗಳು ತಮ್ಮ ನಿರ್ಧಾರವನ್ನು ಮರುಪರಿಶೀಲಿಸಬೇಕು ಎಂದು ಒತ್ತಾಯಿಸಲಾಗಿದೆ. [204,1112,376,1146]
article-yatnal-joker [202,64,522,364]
article-hsrp [14,66,186,334]
body-text: ವಾಹನಗಳಿಗೆ ಅತಿ ಸುರಕ್ಷಿತ ನೋಂದಣಿ ಫಲಕ ಅಳವಡಿಸಲು ನಿಗದಿ ಪಡಿಸಲಾಗಿದ್ದ ಗಡುವನ್ನು ಸರ್ಕಾರ ಮತ್ತೆ ವಿಸ್ತರಿಸಿದೆ. ಹೆಚ್‌ಎಸ್‌ಆರ್‌ಪಿ ನಂಬರ್ ಪ್ಲೇಟ್ ಅಳವಡಿಕೆಗೆ ಡಿಸೆಂಬರ್ 4 ರಂದು ಕೊನೆಯ ದಿನವಾಗಿತ್ತು. ಈಗ ಡಿಸೆಂಬರ್ 31 ರವರೆಗೆ ಅವಧಿ ವಿಸ್ತರಿಸಿ ರಾಜ್ಯ ಸರ್ಕಾರ ಆದೇಶಿಸಿದೆ. ಇದೀಗ ಸಾರಿಗೆ ಇಲಾಖೆ ಈ ಬಗ್ಗೆ ಅಧಿಸೂಚನೆ ಹೊರಡಿಸಿದ್ದು, ಈವರೆಗೆ ರಾಜ್ಯದಲ್ಲಿ ಕೇವಲ 2 ಕೋಟಿಯಷ್ಟು ವಾಹನಗಳು ಹೆಚ್‌ಎಸ್‌ಆರ್‌ಪಿ ನಂಬರ್ ಪ್ಲೇಟ್ ಅಳವಡಿಸಿಕೊಂಡಿವೆ. ಸದ್ಯ 55 ಲಕ್ಷ ವಾಹನಗಳು ಮಾತ್ರ ಹೆಚ್‌ಎಸ್‌ಆರ್‌ಪಿ ನಂಬರ್ ಪ್ಲೇಟ್ ಅಳವಡಿಸಿಕೊಂಡಿವೆ. ಈ ಮೂಲಕ ಅವಧಿ ಮುಗಿದ ನಂತರ ದಂಡ ವಿಧಿಸುವ ಕುರಿತು ಸಾರಿಗೆ ಇಲಾಖೆ ಮಾಹಿತಿ ನೀಡಿದೆ. [14,98,186,166]
headline: ನಿರ್ಮಲಾನಂದನಾಥ ಶ್ರೀಗಳ ಫೋನ್ ಟ್ಯಾಪ್ ಮಾಡಿದಾಗ ಯಾಕೆ ಮಾತಾಡಲಿಲ್ಲ [208,370,558,416]
section-title: ಮೆರವಣಿಗೆ [646,1263,684,1276]
continued-band: ಮೊದಲನೇ ಪುಟದಿಂದ... [386,1093,562,1109]
article-body-col2: ಮಳೆಯ ಹಿನ್ನೆಲೆಯಲ್ಲಿ ನಗರದ ಕಮ್ಮನಹಳ್ಳಿಯಲ್ಲಿ ಟ್ರಾನ್ಸ್‌ಫಾರ್ಮರ್ ಹೊತ್ತಿ ಉರಿದ ಘಟನೆ ಭಾನುವಾರ ರಾತ್ರಿ ನಡೆದಿದೆ. ಶಾರ್ಟ್ ಸರ್ಕ್ಯೂಟ್ ನಿಂದ ಬೆಂಕಿ ಕಾಣಿಸಿಕೊಂಡಿದ್ದು, ಸ್ಥಳೀಯರು ಆತಂಕಕ್ಕೆ ಒಳಗಾಗಿದ್ದರು. ಬೆಸ್ಕಾಂ ಸಿಬ್ಬಂದಿ ಸ್ಥಳಕ್ಕೆ ಆಗಮಿಸಿ ವಿದ್ಯುತ್ ಸಂಪರ್ಕ ಕಡಿತಗೊಳಿಸಿದ್ದಾರೆ. ಅಗ್ನಿಶಾಮಕ ದಳದ ಸಿಬ್ಬಂದಿ ಬೆಂಕಿ ನಂದಿಸಿದ್ದಾರೆ. ಯಾವುದೇ ಪ್ರಾಣಹಾನಿ ಸಂಭವಿಸಿಲ್ಲ ಎಂದು ತಿಳಿದುಬಂದಿದೆ. [826,980,940,1048]
article-body-col3: ಬೆಂಗಳೂರಿನ ಇಂಟರ್‌ನ್ಯಾಷನಲ್ ಏರ್‌ಪೋರ್ಟ್ ಮತ್ತು ಸಿಟಿಯ ನಡುವಿನ ಸಂಚಾರವನ್ನು ಇನ್ನಷ್ಟು ಸುಗಮಗೊಳಿಸಲು ಬಿಎಂಆರ್‌ಸಿಎಲ್ ಯೋಜನೆ ರೂಪಿಸಿದೆ. ಏರ್‌ಪೋರ್ಟ್ ಗೆ ಮೆಟ್ರೋ ಮಾರ್ಗದ ಕಾಮಗಾರಿ ಭರದಿಂದ ಸಾಗುತ್ತಿದ್ದು, 2026ರ ಜೂನ್ ವೇಳೆಗೆ ಪೂರ್ಣಗೊಳ್ಳುವ ನಿರೀಕ್ಷೆ ಇದೆ. ಹೆಬ್ಬಾಳದಿಂದ ಏರ್‌ಪೋರ್ಟ್ ವರೆಗಿನ ಮಾರ್ಗ ಸುಮಾರು 38 ಕಿ.ಮೀ ಉದ್ದವಿದ್ದು, 17 ನಿಲ್ದಾಣಗಳನ್ನು ಒಳಗೊಂಡಿದೆ. ಈ ಮಾರ್ಗ ಪೂರ್ಣಗೊಂಡರೆ ಪ್ರಯಾಣಿಕರಿಗೆ ಸಾಕಷ್ಟು ಅನುಕೂಲವಾಗಲಿದೆ. ನಗರದ ಟ್ರಾಫಿಕ್ ಸಮಸ್ಯೆಗೂ ಪರಿಹಾರ ಸಿಗಲಿದೆ. ಬಿಎಂಆರ್‌ಸಿಎಲ್ ಅಧಿಕಾರಿಗಳು ಕಾಮಗಾರಿ ಪರಿಶೀಲನೆ ನಡೆಸಿದ್ದು, ಭೂಸ್ವಾಧೀನ ಪ್ರಕ್ರಿಯೆ ಬಹುತೇಕ ಪೂರ್ಣಗೊಂಡಿದೆ. ಇನ್ನು ಒಂದೂವರೆ ವರ್ಷದೊಳಗೆ ಸಂಚಾರ ಮುಕ್ತವಾಗುವ ಸಾಧ್ಯತೆ ಇದೆ ಎಂದು ಮೆಟ್ರೋ ಮೂಲಗಳು ತಿಳಿಸಿವೆ. ಏರ್‌ಪೋರ್ಟ್ ಗೆ ತೆರಳುವ ಪ್ರಯಾಣಿಕರಿಗೆ ಇದು ವರದಾನವಾಗಲಿದೆ. [808,142,940,261]
headline: ಯತ್ನಾಳ್ ಒಬ್ಬ ಜೋಕರ್, ಮಾನಸಿಕ ರೋಗಿ: ಈಶ್ವರ್ ಖಂಡ್ರೆ [210,64,514,111]
section-body: ಅಧಿಕಾರಿಯ ವಿರುದ್ಧ ಕರ್ತವ್ಯ ಲೋಪದ ಆರೋಪದಡಿ ಎಫ್‌ಐಆರ್ ದಾಖಲಿಸಲಾಗಿದೆ. ಪೊಲೀಸರು ಪ್ರಕರಣದ ತನಿಖೆ ಕೈಗೊಂಡಿದ್ದು, ಆರೋಪಿಯನ್ನು ವಶಕ್ಕೆ ಪಡೆದು ವಿಚಾರಣೆ ನಡೆಸುತ್ತಿದ್ದಾರೆ. ಮಾಹಿತಿ ಆಧರಿಸಿ 4.300 ಕೆಜಿ ಮಾದಕ ವಸ್ತು ಜಪ್ತಿ ಮಾಡಲಾಗಿದೆ. [386,1373,566,1399]
swamiji-photo [328,876,394,968]
masthead-rule [0,58,945,59]
article-body [710,980,820,1086]
dateline: ಬೆಂಗಳೂರು: [710,980,737,988]
headline: ಬಿಜೆಪಿ ಬಣ ಫೈಟ್: ಶಾಸಕ ಬಸನಗೌಡ ಪಾಟೀಲ್ ಯತ್ನಾಳ್‌ಗೆ ಹೈಕಮಾಂಡ್ ನೋಟಿಸ್ [609,370,905,413]
headline: ತುಮಕೂರಿನಲ್ಲಿ ಖಾಸಗಿ ಬಸ್ ಪಲ್ಟಿ: ಮೂವರು ಮಹಿಳೆಯರು ಸಾವು [21,714,179,745]
section-title: ನಿರ್ಧಾರ [838,1137,868,1150]
article-body [14,372,186,682]
dateline: ಬೆಂಗಳೂರು: [532,142,559,150]
section-title: ಉ.ಪ್ರ ಸರ್ಕಾರ [450,1218,502,1232]
body-text: ಬಿಜೆಪಿಯೊಳಗಿನ ಬಣ ಕಿತ್ತಾಟ ಮುಂದುವರಿದಿದ್ದು, ಕೊನೆಗೂ ಹೈಕಮಾಂಡ್ ಮಧ್ಯಪ್ರವೇಶಿಸಿದೆ. ಶಾಸಕ ಬಸನಗೌಡ ಪಾಟೀಲ್ ಯತ್ನಾಳ್‌ಗೆ ಹೈಕಮಾಂಡ್ ನೋಟಿಸ್ ನೀಡಿದೆ. ಬಿಜೆಪಿ ಕೇಂದ್ರೀಯ ಶಿಸ್ತು ಸಮಿತಿಯಿಂದ ಯತ್ನಾಳ್‌ಗೆ ನೋಟಿಸ್ ಜಾರಿಗೊಳಿಸಲಾಗಿದ್ದು, ಹತ್ತು ದಿನಗಳಲ್ಲಿ ಉತ್ತರ ನೀಡುವಂತೆ ಸೂಚಿಸಲಾಗಿದೆ. ರಾಜ್ಯಾಧ್ಯಕ್ಷ ಬಿ.ವೈ.ವಿಜಯೇಂದ್ರ ವಿರುದ್ಧ ಬಹಿರಂಗ ಹೇಳಿಕೆ ನೀಡಿದ್ದಕ್ಕೆ ಈ ಕ್ರಮ ಕೈಗೊಳ್ಳಲಾಗಿದೆ. ಪಕ್ಷದ ಶಿಸ್ತು ಉಲ್ಲಂಘನೆ ಮಾಡಿರುವುದರಿಂದ ಕಾರಣ ಕೇಳಿ ನೋಟಿಸ್ ನೀಡಲಾಗಿದೆ. ವಕ್ಫ್ ವಿರುದ್ಧ ಹೋರಾಟ ನಡೆಸುತ್ತಿರುವ ಯತ್ನಾಳ್ ಬಣ ಪ್ರತ್ಯೇಕ ಪ್ರವಾಸ ಕೈಗೊಂಡಿತ್ತು. ಈ ಬೆಳವಣಿಗೆ ಪಕ್ಷದಲ್ಲಿ ತೀವ್ರ ಚರ್ಚೆಗೆ ಕಾರಣವಾಗಿದೆ. [574,426,750,494]
headline: ಸಿದ್ದರಾಮಯ್ಯ ಪರಿಶೀಲಿಸಿ ಮಾತನಾಡಬೇಕಿತ್ತು [283,735,619,764]
article-phone-tap [202,370,564,710]
dateline: ಬೆಂಗಳೂರು: [202,428,229,436]
article-tumkur [14,714,186,1086]
body-text: ಸಂವಿಧಾನದ ಕುರಿತ ತಮ್ಮ ಅಭಿಪ್ರಾಯ ವಿವಾದಕ್ಕೀಡಾಗಿರುವ ಬಗ್ಗೆ ಪೇಜಾವರ ಮಠದ ವಿಶ್ವಪ್ರಸನ್ನ ತೀರ್ಥರು ಪ್ರತಿಕ್ರಿಯೆ ನೀಡಿದ್ದಾರೆ. ಸಂವಿಧಾನ ಬದಲಿಸಬೇಕೆಂದು ನಾನು ಹೇಳಿಯೇ ಇಲ್ಲ. ಸಿದ್ದರಾಮಯ್ಯ ಅವರು ಪರಿಶೀಲಿಸಿ ಮಾತನಾಡಬೇಕಿತ್ತು ಎಂದು ಶ್ರೀಗಳು ಹೇಳಿದರು. ಆಡದ ಮಾತುಗಳನ್ನು ಆಡಿದ್ದೇನೆ ಎಂದು ಬಿಂಬಿಸಲಾಗುತ್ತಿದೆ. ಎಲ್ಲರಿಗೂ ಸಮಾನ ನ್ಯಾಯ ಸಿಗಬೇಕು ಎಂಬುದು ನನ್ನ ಆಶಯ. ಸಂವಿಧಾನಕ್ಕೆ ಅಗೌರವ ತೋರುವ ಉದ್ದೇಶ ನನಗಿಲ್ಲ. ಯಾರ ಭಾವನೆಗೂ ಧಕ್ಕೆ ತರುವ ಉದ್ದೇಶವಿಲ್ಲ. ಜನರಿಗೆ ತಪ್ಪು ಮಾಹಿತಿ ನೀಡಲಾಗುತ್ತಿದೆ. ಮುಖ್ಯಮಂತ್ರಿಗಳು ಸತ್ಯಾಂಶ ತಿಳಿದು ಮಾತನಾಡಬೇಕು. ಧಾರ್ಮಿಕ ಸಂಸ್ಥೆಗಳ ಬಗ್ಗೆ ತಾರತಮ್ಯ ಸಲ್ಲದು ಎಂದು ಸ್ಪಷ್ಟಪಡಿಸಿದರು. [202,788,322,898]
article-body [202,788,322,1086]
issue-date: 2.12.2024 [118,42,159,51]
paper-name-sanje: ಸಂಜೆ [56,6,85,26]
section-title: ಎಫ್‌ಐಆರ್ [455,1357,497,1371]
dateline: ಮುಂಬೈ: [574,566,594,574]
